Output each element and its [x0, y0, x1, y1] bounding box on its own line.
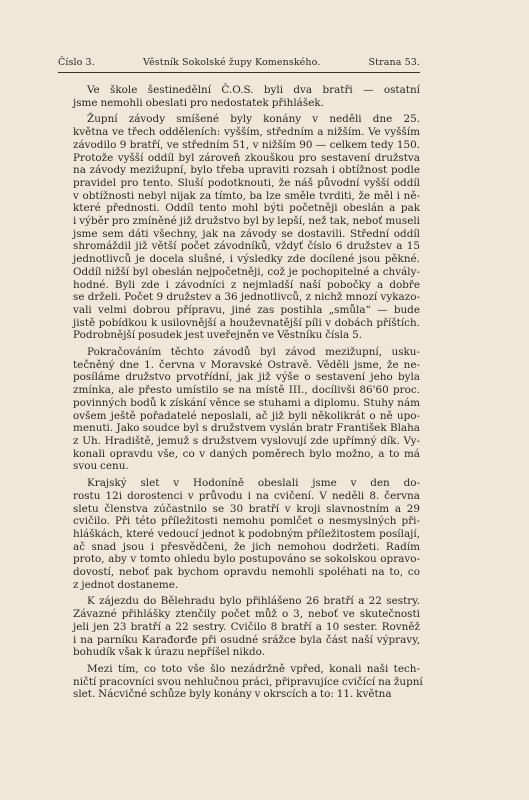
paragraph-p2 [73, 113, 420, 342]
text-line: ovšem ještě pořadatelé neposlali, ač již byli několikrát o ně upo- [73, 409, 420, 422]
text-line: ničtí pracovníci svou nehlučnou práci, připravujíce cvičící na župní [73, 675, 423, 688]
text-line: Podrobnější posudek jest uveřejněn ve Věstníku čísla 5. [73, 329, 363, 342]
text-line: proto, aby v tomto ohledu bylo postupováno se sokolskou opravo- [73, 553, 420, 566]
text-line: z Uh. Hradiště, jemuž s družstvem vyslovují zde upřímný dík. Vy- [73, 434, 420, 447]
text-line: vali velmi dobrou přípravu, jiné zas postihla „smůla“ — bude [73, 303, 420, 316]
text-line: menuti. Jako soudce byl s družstvem vyslán bratr František Blaha [73, 422, 420, 435]
text-line: hláškách, které vedoucí jednot k podobným příležitostem posílají, [73, 527, 420, 540]
text-line: Ve škole šestinedělní Č.O.S. byli dva bratři — ostatní [87, 84, 420, 96]
text-line: sletu členstva zúčastnilo se 30 bratří v kroji slavnostním a 29 [73, 502, 420, 515]
text-line: konali opravdu vše, co v daných poměrech bylo možno, a to má [73, 447, 420, 460]
text-line: Krajský slet v Hodoníně obeslali jsme v den do- [87, 477, 420, 490]
paragraph-p5 [73, 595, 420, 659]
paragraph-p3 [73, 346, 420, 473]
text-line: cvičilo. Při této příležitosti nemohu pomlčet o nesmyslných při- [73, 515, 420, 528]
text-line: na závody mezižupní, bylo třeba upraviti rozsah i obtížnost podle [73, 164, 420, 177]
text-line: jsme nemohli obeslati pro nedostatek přihlášek. [73, 96, 324, 109]
text-line: ač snad jsou i přesvědčeni, že jich nemohou dodržeti. Radím [73, 540, 420, 553]
text-line: jsme sem dáti všechny, jak na závody se dostavili. Střední oddíl [73, 227, 420, 240]
text-line: tečněný dne 1. června v Moravské Ostravě. Věděli jsme, že ne- [73, 358, 420, 371]
page-number: Strana 53. [368, 57, 420, 68]
text-line: z jednot dostaneme. [73, 578, 179, 591]
issue-number: Číslo 3. [58, 57, 95, 68]
text-line: Oddíl nižší byl obeslán nejpočetněji, což je pochopitelné a chvály- [73, 265, 420, 278]
paragraph-p6 [73, 662, 423, 701]
header-rule [58, 72, 420, 73]
text-line: pravidel pro tento. Sluší podotknouti, že náš původní vyšší oddíl [73, 176, 420, 189]
text-line: i výběr pro zmíněné již družstvo byl by lepší, než tak, neboť museli [73, 215, 420, 228]
text-line: i na parníku Karađorđe při osudné srážce byla část naší výpravy, [73, 633, 420, 646]
paragraph-p1 [73, 84, 420, 109]
text-line: května ve třech odděleních: vyšším, středním a nižším. Ve vyšším [73, 126, 420, 139]
text-line: závodilo 9 bratří, ve středním 51, v nižším 90 — celkem tedy 150. [73, 138, 420, 151]
paragraph-p4 [73, 477, 420, 591]
text-line: Mezi tím, co toto vše šlo nezádržně vpřed, konali naši tech- [87, 662, 420, 675]
text-line: Pokračováním těchto závodů byl závod mezižupní, usku- [87, 346, 420, 359]
text-line: dovostí, neboť pak bychom opravdu nemohli spoléhati na to, co [73, 566, 420, 579]
text-line: v obtížnosti nebyl nijak za tímto, ba lze směle tvrditi, že měl i ně- [73, 189, 420, 202]
text-line: svou cenu. [73, 460, 129, 473]
text-line: které přednosti. Oddíl tento mohl býti početněji obeslán a pak [73, 202, 420, 215]
text-line: Protože vyšší oddíl byl zároveň zkouškou pro sestavení družstva [73, 151, 420, 164]
text-line: rostu 12i dorostenci v průvodu i na cvičení. V neděli 8. června [73, 489, 420, 502]
page-header [58, 57, 420, 68]
text-line: hodné. Byli zde i závodníci z nejmladší naší pobočky a dobře [73, 278, 420, 291]
text-line: se drželi. Počet 9 družstev a 36 jednotlivců, z nichž mnozí vykazo- [73, 291, 420, 304]
text-line: posíláme družstvo prvotřídní, jak již výše o sestavení jeho byla [73, 371, 420, 384]
text-line: Župní závody smíšené byly konány v neděli dne 25. [87, 113, 420, 126]
text-line: jistě pobídkou k usilovnější a houževnatější píli v dobách příštích. [73, 316, 420, 329]
journal-title: Věstník Sokolské župy Komenského. [142, 57, 321, 68]
text-line: Závazné přihlášky ztenčily počet můž o 3, neboť ve skutečnosti [73, 608, 420, 621]
text-line: bohudík však k úrazu nepříšel nikdo. [73, 646, 266, 659]
text-line: shromáždil již větší počet závodníků, vždyť číslo 6 družstev a 15 [73, 240, 420, 253]
text-line: jednotlivců je docela slušné, i výsledky zde docílené jsou pěkné. [73, 253, 420, 266]
text-line: povinných bodů k získání věnce se stuhami a diplomu. Stuhy nám [73, 396, 420, 409]
article-body [73, 84, 423, 701]
text-line: K zájezdu do Bělehradu bylo přihlášeno 26 bratří a 22 sestry. [87, 595, 420, 608]
text-line: slet. Nácvičné schůze byly konány v okrscích a to: 11. května [73, 688, 392, 701]
text-line: zmínka, ale přesto umístilo se na místě III., docílivši 86'60 proc. [73, 384, 420, 397]
text-line: jeli jen 23 bratří a 22 sestry. Cvičilo 8 bratří a 10 sester. Rovněž [73, 620, 420, 633]
